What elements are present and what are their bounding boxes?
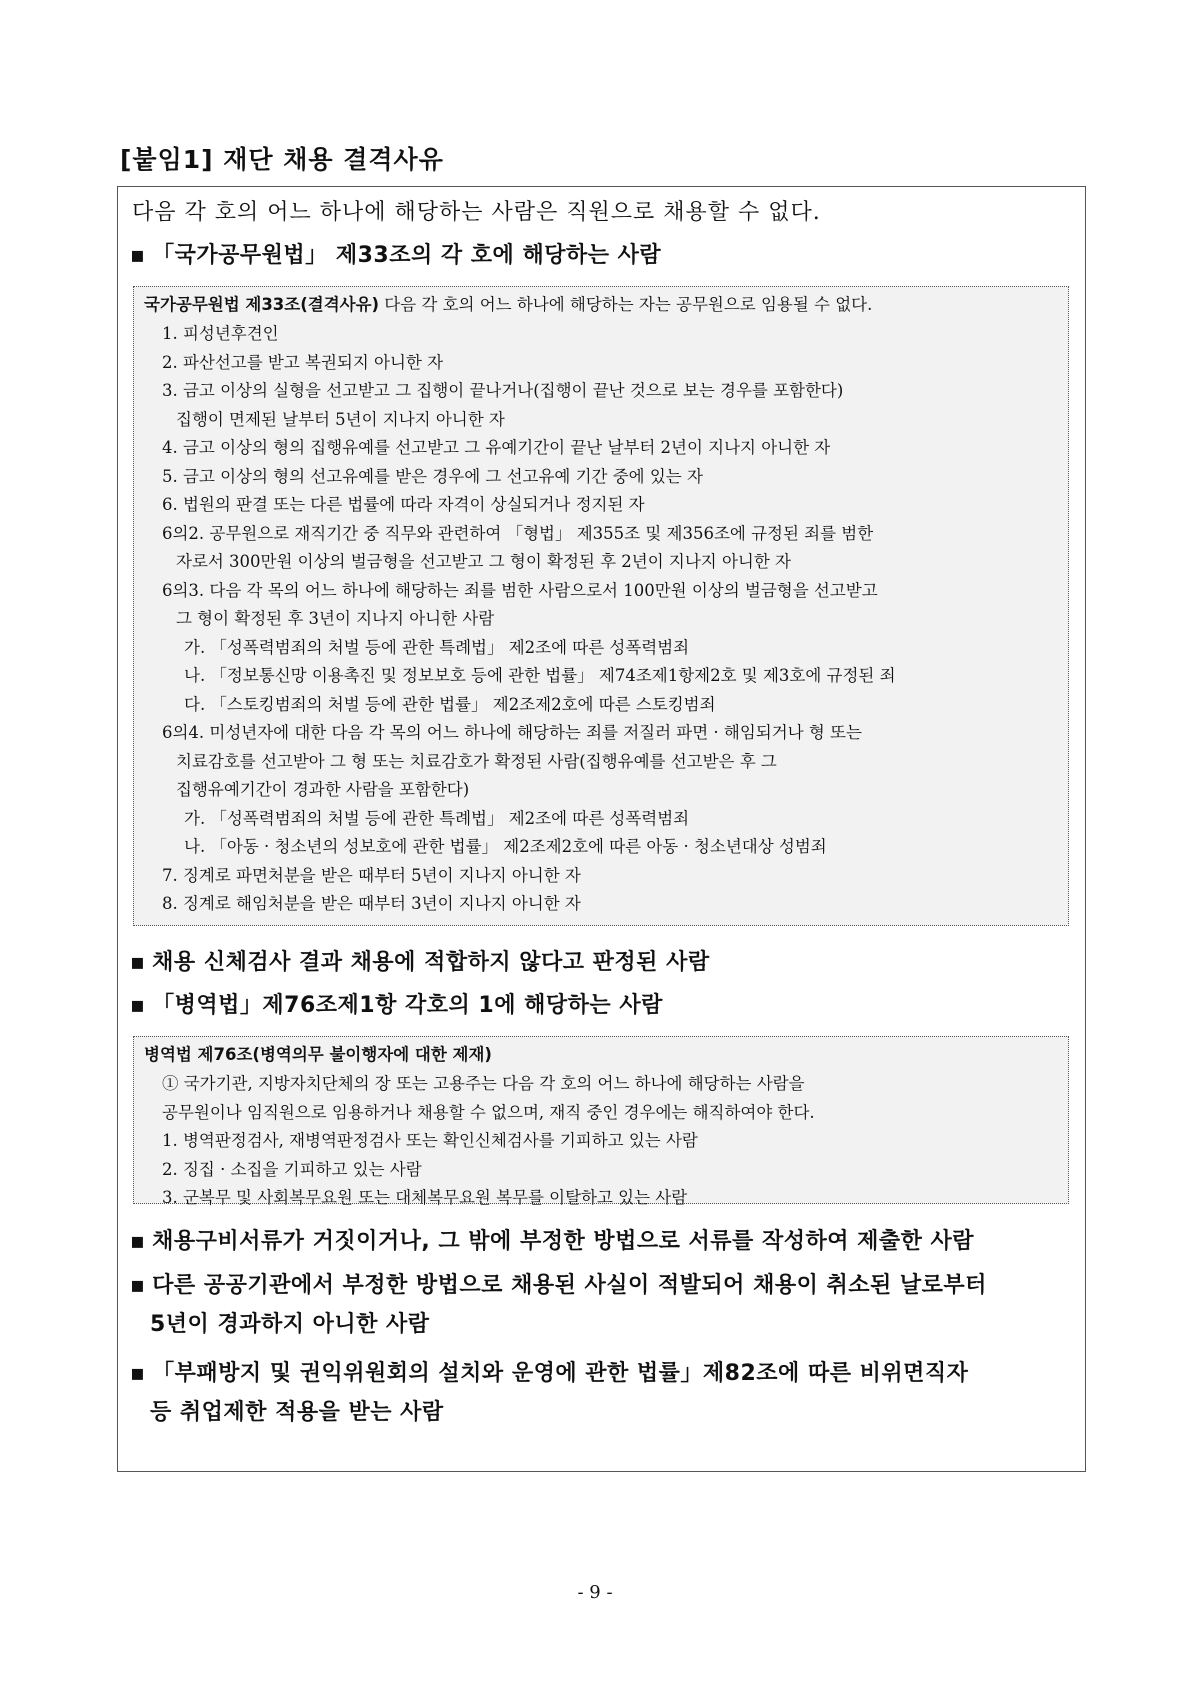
bullet-text-continued: 5년이 경과하지 아니한 사람 [150, 1312, 430, 1337]
law-article-title: 국가공무원법 제33조(결격사유) [144, 295, 380, 314]
law-item: 가. 「성폭력범죄의 처벌 등에 관한 특례법」 제2조에 따른 성폭력범죄 [184, 638, 690, 657]
law-item: 가. 「성폭력범죄의 처벌 등에 관한 특례법」 제2조에 따른 성폭력범죄 [184, 809, 690, 828]
bullet-text: 채용 신체검사 결과 채용에 적합하지 않다고 판정된 사람 [152, 950, 710, 975]
law-item: 집행이 면제된 날부터 5년이 지나지 아니한 자 [176, 410, 505, 429]
law-item: 2. 징집 · 소집을 기피하고 있는 사람 [162, 1160, 422, 1179]
bullet-item [130, 1224, 974, 1255]
law-item: 그 형이 확정된 후 3년이 지나지 아니한 사람 [176, 609, 495, 628]
law-item: 1. 피성년후견인 [162, 324, 279, 343]
law-excerpt-box-military-service [133, 1036, 1069, 1207]
page-number: - 9 - [577, 1582, 613, 1603]
bullet-item [130, 945, 710, 976]
page-title: [붙임1] 재단 채용 결격사유 [120, 145, 444, 174]
bullet-text: 다른 공공기관에서 부정한 방법으로 채용된 사실이 적발되어 채용이 취소된 날로부터 [152, 1273, 987, 1298]
law-item: 3. 금고 이상의 실형을 선고받고 그 집행이 끝나거나(집행이 끝난 것으로 보는 경우를 포함한다) [162, 381, 844, 400]
law-item: ① 국가기관, 지방자치단체의 장 또는 고용주는 다음 각 호의 어느 하나에 해당하는 사람을 [162, 1074, 805, 1093]
bullet-text-continued: 등 취업제한 적용을 받는 사람 [150, 1400, 444, 1425]
bullet-text: 「병역법」제76조제1항 각호의 1에 해당하는 사람 [152, 993, 663, 1018]
law-item: 공무원이나 임직원으로 임용하거나 채용할 수 없으며, 재직 중인 경우에는 해직하여야 한다. [162, 1103, 815, 1122]
bullet-marker-icon: ▪ [130, 1361, 146, 1386]
bullet-item [130, 1268, 987, 1338]
law-item: 6의4. 미성년자에 대한 다음 각 목의 어느 하나에 해당하는 죄를 저질러 파면 · 해임되거나 형 또는 [162, 723, 862, 742]
law-item: 자로서 300만원 이상의 벌금형을 선고받고 그 형이 확정된 후 2년이 지나지 아니한 자 [176, 552, 791, 571]
bullet-marker-icon: ▪ [130, 950, 146, 975]
bullet-item [130, 988, 663, 1019]
law-item: 6. 법원의 판결 또는 다른 법률에 따라 자격이 상실되거나 정지된 자 [162, 495, 645, 514]
bullet-marker-icon: ▪ [130, 993, 146, 1018]
bullet-marker-icon: ▪ [130, 1229, 146, 1254]
bullet-text: 채용구비서류가 거짓이거나, 그 밖에 부정한 방법으로 서류를 작성하여 제출한 사람 [152, 1229, 975, 1254]
bullet-marker-icon: ▪ [130, 1273, 146, 1298]
law-article-lead: 다음 각 호의 어느 하나에 해당하는 자는 공무원으로 임용될 수 없다. [379, 295, 873, 314]
bullet-item [130, 1356, 968, 1426]
law-excerpt-heading [144, 291, 872, 315]
law-item: 4. 금고 이상의 형의 집행유예를 선고받고 그 유예기간이 끝난 날부터 2년이 지나지 아니한 자 [162, 438, 831, 457]
law-article-title: 병역법 제76조(병역의무 불이행자에 대한 제재) [144, 1045, 492, 1064]
law-item: 나. 「정보통신망 이용촉진 및 정보보호 등에 관한 법률」 제74조제1항제2호 및 제3호에 규정된 죄 [184, 666, 896, 685]
law-item: 다. 「스토킹범죄의 처벌 등에 관한 법률」 제2조제2호에 따른 스토킹범죄 [184, 695, 716, 714]
bullet-marker-icon: ▪ [130, 243, 146, 268]
law-item: 6의3. 다음 각 목의 어느 하나에 해당하는 죄를 범한 사람으로서 100만원 이상의 벌금형을 선고받고 [162, 581, 878, 600]
intro-text: 다음 각 호의 어느 하나에 해당하는 사람은 직원으로 채용할 수 없다. [132, 200, 821, 225]
law-item: 2. 파산선고를 받고 복권되지 아니한 자 [162, 353, 444, 372]
law-item: 6의2. 공무원으로 재직기간 중 직무와 관련하여 「형법」 제355조 및 제356조에 규정된 죄를 범한 [162, 524, 874, 543]
law-item: 1. 병역판정검사, 재병역판정검사 또는 확인신체검사를 기피하고 있는 사람 [162, 1131, 698, 1150]
bullet-item [130, 238, 661, 269]
bullet-text: 「국가공무원법」 제33조의 각 호에 해당하는 사람 [152, 243, 662, 268]
law-item: 3. 군복무 및 사회복무요원 또는 대체복무요원 복무를 이탈하고 있는 사람 [162, 1188, 688, 1207]
law-excerpt-box-civil-service [133, 286, 1069, 926]
law-item: 5. 금고 이상의 형의 선고유예를 받은 경우에 그 선고유예 기간 중에 있는 자 [162, 467, 703, 486]
law-item: 나. 「아동 · 청소년의 성보호에 관한 법률」 제2조제2호에 따른 아동 · 청소년대상 성범죄 [184, 837, 827, 856]
law-item: 치료감호를 선고받아 그 형 또는 치료감호가 확정된 사람(집행유예를 선고받은 후 그 [176, 752, 777, 771]
law-item: 7. 징계로 파면처분을 받은 때부터 5년이 지나지 아니한 자 [162, 866, 581, 885]
law-item: 8. 징계로 해임처분을 받은 때부터 3년이 지나지 아니한 자 [162, 894, 581, 913]
bullet-text: 「부패방지 및 권익위원회의 설치와 운영에 관한 법률」제82조에 따른 비위면직자 [152, 1361, 969, 1386]
law-item: 집행유예기간이 경과한 사람을 포함한다) [176, 780, 470, 799]
